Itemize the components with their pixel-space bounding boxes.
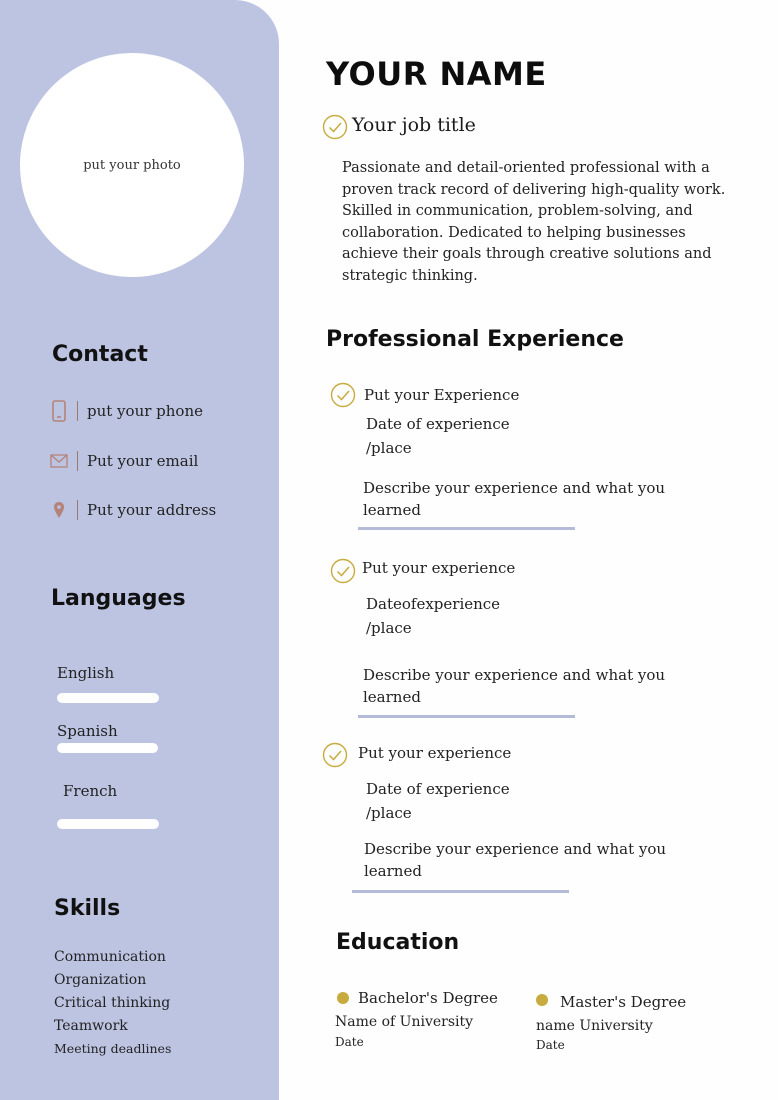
check-circle-icon [322,742,348,768]
bullet-dot-icon [536,994,548,1006]
skills-heading: Skills [54,896,121,921]
check-circle-icon [330,382,356,408]
bullet-dot-icon [337,992,349,1004]
skill-item: Meeting deadlines [54,1041,172,1056]
location-pin-icon [48,499,70,521]
language-level-bar [57,693,159,703]
experience-heading: Professional Experience [326,327,624,352]
contact-address-row [48,499,216,521]
language-label: French [63,782,118,800]
education-date: Date [536,1038,565,1052]
education-heading: Education [336,930,460,955]
phone-icon [48,400,70,422]
language-label: Spanish [57,722,118,740]
job-title: Your job title [352,114,476,136]
photo-placeholder[interactable] [20,53,244,277]
skill-item: Critical thinking [54,995,171,1011]
experience-description: Describe your experience and what you learned [364,840,667,880]
experience-title: Put your experience [358,744,512,762]
person-name: YOUR NAME [326,55,547,93]
skill-item: Teamwork [54,1018,128,1034]
experience-date: Dateofexperience /place [366,595,501,637]
experience-date: Date of experience /place [366,780,510,822]
check-circle-icon [330,558,356,584]
contact-email-row [48,450,198,472]
languages-heading: Languages [51,586,186,611]
profile-summary: Passionate and detail-oriented professional with a proven track record of delivering high-quality work. Skilled in communication, problem-solving, and collaboration. Dedicated to helping businesses achieve their goals through creative solutions and strategic thinking. [342,160,726,284]
experience-date: Date of experience /place [366,415,510,457]
degree-title: Master's Degree [560,993,687,1011]
phone-text: put your phone [87,402,203,420]
section-divider [352,890,569,893]
divider [77,401,78,421]
experience-title: Put your experience [362,559,516,577]
section-divider [358,715,575,718]
language-label: English [57,664,115,682]
university-name: name University [536,1018,653,1034]
degree-title: Bachelor's Degree [358,989,498,1007]
divider [77,500,78,520]
education-date: Date [335,1035,364,1049]
section-divider [358,527,575,530]
university-name: Name of University [335,1014,474,1030]
mail-icon [48,450,70,472]
email-text: Put your email [87,452,199,470]
skill-item: Communication [54,949,166,965]
photo-placeholder-text: put your photo [83,157,181,173]
language-level-bar [57,743,158,753]
contact-phone-row [48,400,203,422]
experience-title: Put your Experience [364,386,520,404]
experience-description: Describe your experience and what you learned [363,666,666,706]
contact-heading: Contact [52,342,148,367]
divider [77,451,78,471]
check-circle-icon [322,114,348,140]
language-level-bar [57,819,159,829]
address-text: Put your address [87,501,217,519]
skill-item: Organization [54,972,147,988]
experience-description: Describe your experience and what you learned [363,479,666,519]
